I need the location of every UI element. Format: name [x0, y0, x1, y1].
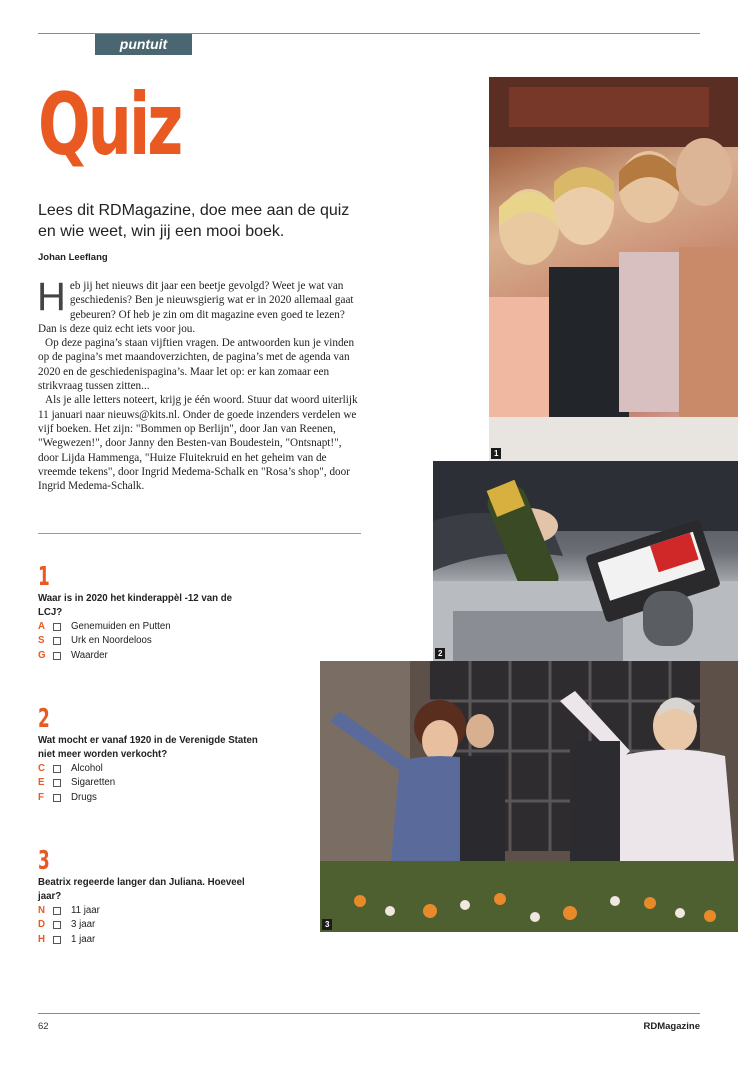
question-number: 1	[38, 562, 50, 592]
answer-letter: N	[38, 905, 45, 916]
answer-label: 1 jaar	[71, 933, 96, 945]
drop-cap: H	[37, 275, 66, 319]
photo-number: 2	[435, 648, 445, 659]
paragraph-2: Op deze pagina’s staan vijftien vragen. De antwoorden kun je vinden op de pagina’s met maandoverzichten, de pagina’s met de agenda van 2020 en de geschiedenispagina’s. Maar let op: er kan zomaar een strikvraag tussen zitten...	[38, 337, 355, 393]
question-2	[38, 706, 258, 805]
bottom-rule	[38, 1013, 700, 1014]
checkbox-icon[interactable]	[53, 652, 61, 660]
paragraph-3: Als je alle letters noteert, krijg je één woord. Stuur dat woord uiterlijk 11 januari naar nieuws@kits.nl. Onder de goede inzenders verdelen we vijf boeken. Het zijn: "Bommen op Berlijn", door Jan van Reenen, "Wegwezen!", door Janny den Besten-van Boudestein, "Ontsnapt!", door Lijda Hammenga, "Huize Fluitekruid en het geheim van de vreemde tekens", door Ingrid Medema-Schalk en "Rosa’s shop", door Ingrid Medema-Schalk.	[38, 394, 358, 493]
answer-letter: E	[38, 777, 45, 789]
question-text: Beatrix regeerde langer dan Juliana. Hoeveel jaar?	[38, 877, 245, 902]
question-text: Waar is in 2020 het kinderappèl -12 van de LCJ?	[38, 593, 233, 618]
checkbox-icon[interactable]	[53, 794, 61, 802]
children-listening-photo	[489, 77, 738, 461]
answer-letter: S	[38, 635, 45, 647]
answer-option[interactable]	[38, 904, 258, 918]
answer-label: Waarder	[71, 649, 108, 661]
answer-letter: H	[38, 933, 45, 945]
checkbox-icon[interactable]	[53, 907, 61, 915]
checkbox-icon[interactable]	[53, 779, 61, 787]
answer-label: 11 jaar	[71, 905, 100, 916]
answer-option[interactable]	[38, 776, 258, 790]
answer-option[interactable]	[38, 649, 258, 663]
answer-option[interactable]	[38, 620, 258, 634]
answer-letter: D	[38, 919, 45, 931]
question-number: 2	[38, 704, 50, 734]
answer-option[interactable]	[38, 918, 258, 932]
answer-letter: C	[38, 763, 45, 774]
answer-option[interactable]	[38, 791, 258, 805]
page-title: Quiz	[38, 75, 181, 175]
question-text: Wat mocht er vanaf 1920 in de Verenigde Staten niet meer worden verkocht?	[38, 735, 258, 760]
checkbox-icon[interactable]	[53, 765, 61, 773]
intro-text: Lees dit RDMagazine, doe mee aan de quiz en wie weet, win jij een mooi boek.	[38, 202, 350, 240]
answer-letter: A	[38, 621, 45, 632]
answer-label: 3 jaar	[71, 919, 96, 931]
answer-option[interactable]	[38, 762, 258, 776]
photo-number: 3	[322, 919, 332, 930]
article-body	[37, 275, 363, 493]
page-number: 62	[38, 1021, 49, 1032]
photo-3-illustration	[320, 661, 738, 932]
question-1	[38, 564, 258, 663]
answer-letter: G	[38, 649, 46, 661]
alcohol-checkout-photo	[433, 461, 738, 661]
separator-rule	[38, 533, 361, 534]
answer-label: Sigaretten	[71, 777, 116, 789]
answer-option[interactable]	[38, 634, 258, 648]
answer-option[interactable]	[38, 933, 258, 947]
question-number: 3	[38, 846, 50, 876]
photo-number: 1	[491, 448, 501, 459]
magazine-name: RDMagazine	[643, 1021, 700, 1032]
answer-letter: F	[38, 791, 44, 803]
answer-label: Alcohol	[71, 763, 103, 774]
answer-label: Urk en Noordeloos	[71, 635, 152, 647]
checkbox-icon[interactable]	[53, 623, 61, 631]
royal-balcony-photo	[320, 661, 738, 932]
paragraph-1: eb jij het nieuws dit jaar een beetje gevolgd? Weet je wat van geschiedenis? Ben je nieuwsgierig wat er in 2020 allemaal gaat gebeuren? Of heb je zin om dit magazine even goed te lezen? Dan is deze quiz echt iets voor jou.	[38, 280, 354, 335]
answer-label: Drugs	[71, 791, 97, 803]
question-3	[38, 848, 258, 947]
answer-label: Genemuiden en Putten	[71, 621, 171, 632]
section-tab: puntuit	[95, 34, 192, 55]
checkbox-icon[interactable]	[53, 936, 61, 944]
photo-2-illustration	[433, 461, 738, 661]
checkbox-icon[interactable]	[53, 637, 61, 645]
checkbox-icon[interactable]	[53, 921, 61, 929]
photo-1-illustration	[489, 77, 738, 461]
author-byline: Johan Leeflang	[38, 252, 108, 263]
